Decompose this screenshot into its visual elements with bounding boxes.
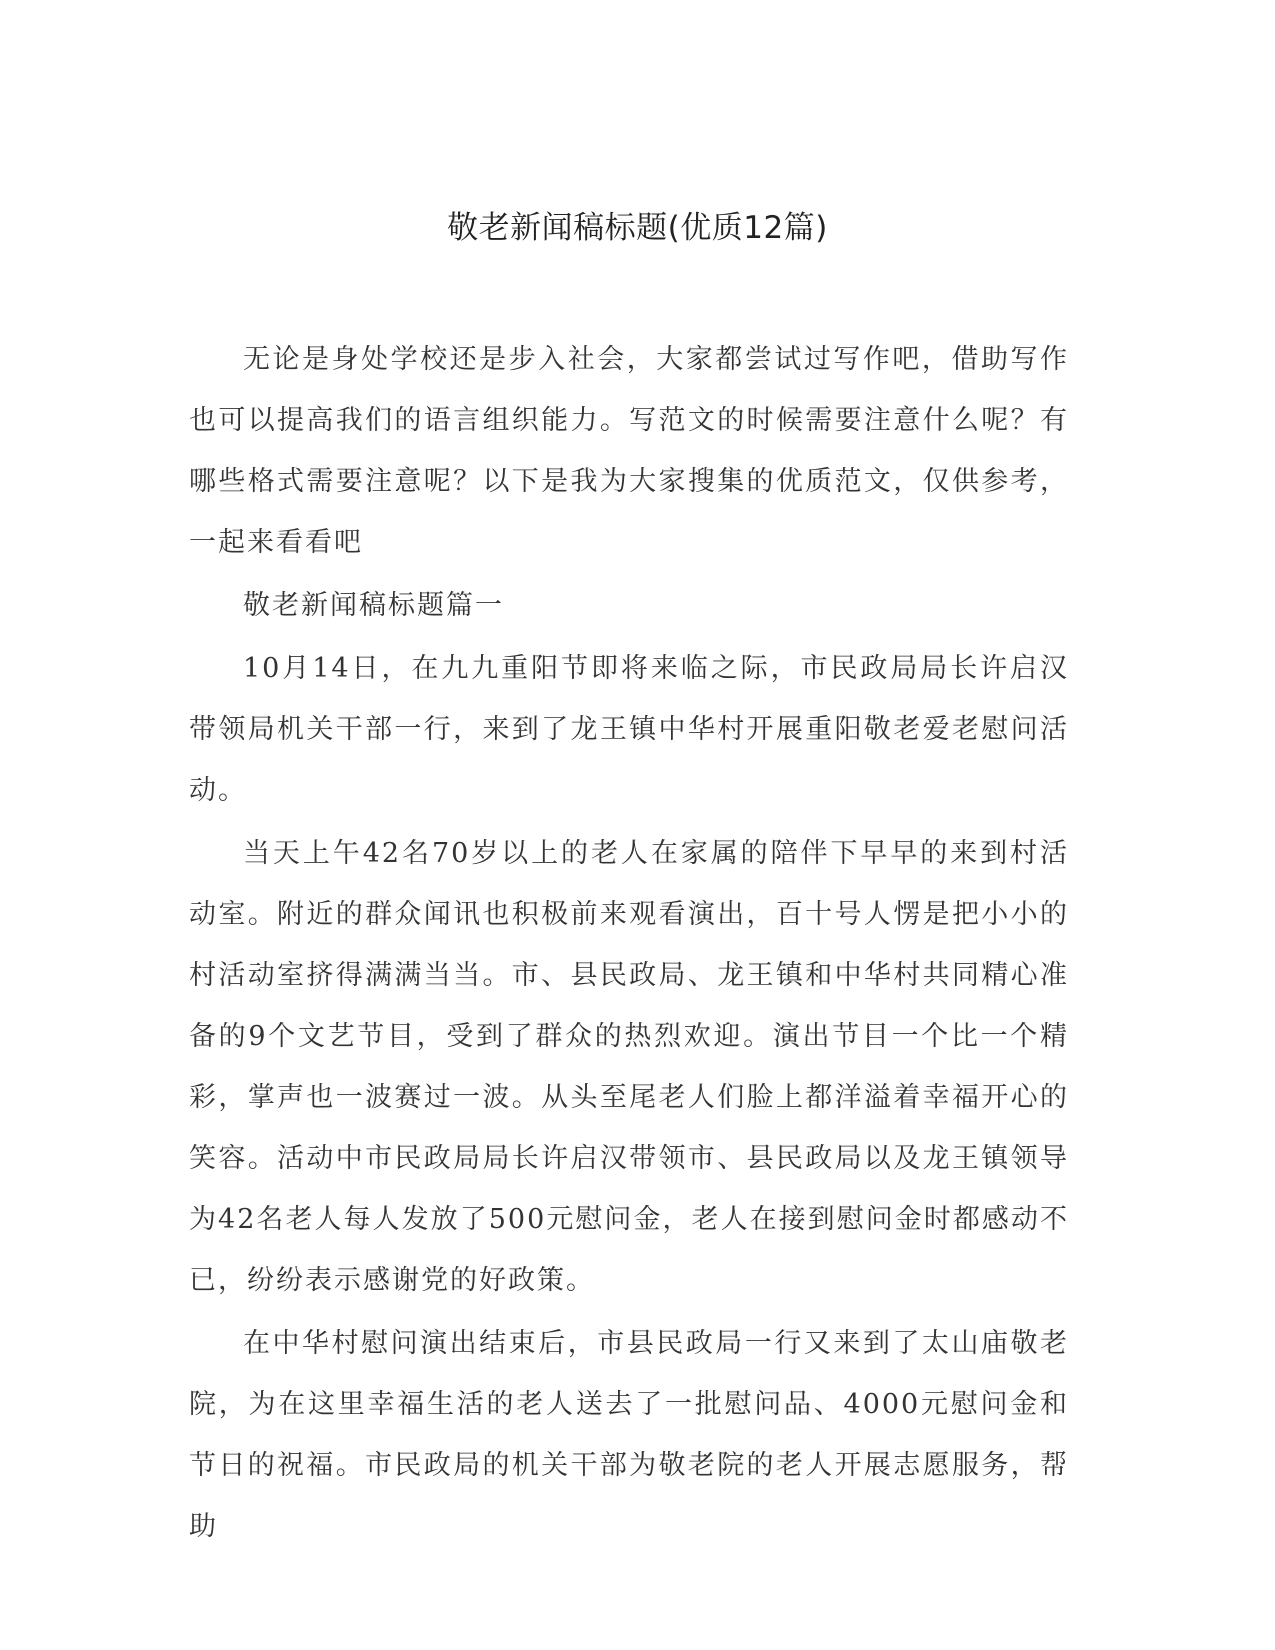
section-heading: 敬老新闻稿标题篇一: [243, 590, 504, 621]
document-title: 敬老新闻稿标题(优质12篇): [447, 210, 828, 246]
intro-paragraph: 无论是身处学校还是步入社会，大家都尝试过写作吧，借助写作也可以提高我们的语言组织能力。写范文的时候需要注意什么呢？有哪些格式需要注意呢？以下是我为大家搜集的优质范文，仅供参考，一起来看看吧: [189, 344, 1069, 558]
document-body: [189, 329, 1069, 1559]
body-paragraph: 在中华村慰问演出结束后，市县民政局一行又来到了太山庙敬老院，为在这里幸福生活的老人送去了一批慰问品、4000元慰问金和节日的祝福。市民政局的机关干部为敬老院的老人开展志愿服务，帮助: [189, 1328, 1069, 1542]
body-paragraph: 当天上午42名70岁以上的老人在家属的陪伴下早早的来到村活动室。附近的群众闻讯也积极前来观看演出，百十号人愣是把小小的村活动室挤得满满当当。市、县民政局、龙王镇和中华村共同精心准备的9个文艺节目，受到了群众的热烈欢迎。演出节目一个比一个精彩，掌声也一波赛过一波。从头至尾老人们脸上都洋溢着幸福开心的笑容。活动中市民政局局长许启汉带领市、县民政局以及龙王镇领导为42名老人每人发放了500元慰问金，老人在接到慰问金时都感动不已，纷纷表示感谢党的好政策。: [189, 838, 1069, 1296]
body-paragraph: 10月14日，在九九重阳节即将来临之际，市民政局局长许启汉带领局机关干部一行，来到了龙王镇中华村开展重阳敬老爱老慰问活动。: [189, 653, 1069, 806]
